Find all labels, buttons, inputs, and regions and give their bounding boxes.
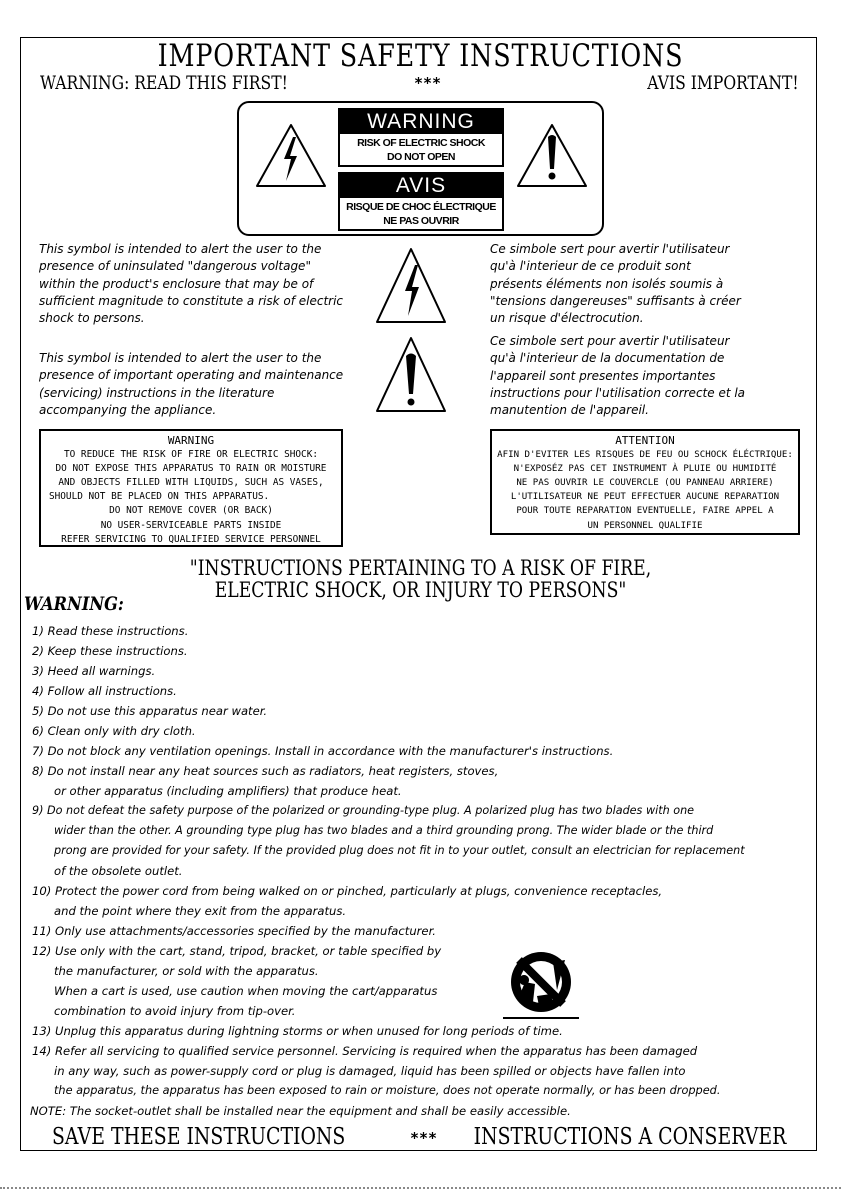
list-item-continuation: When a cart is used, use caution when moving the cart/apparatus (54, 984, 438, 998)
list-item-continuation: in any way, such as power-supply cord or plug is damaged, liquid has been spilled or objects have fallen into (54, 1064, 686, 1078)
cart-tipover-warning-icon (495, 948, 585, 1022)
exclamation-triangle-icon (516, 123, 588, 189)
voltage-symbol-explanation: This symbol is intended to alert the user to the presence of uninsulated "dangerous voltage" within the product's enclosure that may be of sufficient magnitude to constitute a risk of electric shock to persons. (39, 242, 344, 326)
list-item: 14) Refer all servicing to qualified service personnel. Servicing is required when the apparatus has been damaged (32, 1044, 698, 1058)
list-item: 6) Clean only with dry cloth. (32, 724, 196, 738)
list-item-continuation: wider than the other. A grounding type plug has two blades and a third grounding prong. The wider blade or the third (54, 824, 714, 837)
list-item: 8) Do not install near any heat sources such as radiators, heat registers, stoves, (32, 764, 499, 778)
list-item: 12) Use only with the cart, stand, tripod, bracket, or table specified by (32, 944, 442, 958)
list-item: 5) Do not use this apparatus near water. (32, 704, 268, 718)
list-item: 4) Follow all instructions. (32, 684, 177, 698)
list-item: 9) Do not defeat the safety purpose of the polarized or grounding-type plug. A polarized plug has two blades with one (32, 804, 695, 817)
warning-label-panel (237, 101, 604, 236)
read-first-subtitle: WARNING: READ THIS FIRST! (40, 72, 288, 94)
instructions-list (32, 621, 745, 1121)
lightning-triangle-icon (255, 123, 327, 189)
warning-plate-heading: WARNING (367, 110, 475, 133)
attention-box-heading: ATTENTION (615, 434, 675, 447)
instructions-symbol-explanation: This symbol is intended to alert the user to the presence of important operating and maintenance (servicing) instructions in the literature accompanying the appliance. (39, 351, 344, 417)
french-voltage-symbol-explanation: Ce simbole sert pour avertir l'utilisateur qu'à l'interieur de ce produit sont présents éléments non isolés soumis à "tensions dangereuses" suffisants à créer un risque d'électrocution. (490, 242, 741, 326)
list-item-continuation: of the obsolete outlet. (54, 864, 183, 878)
list-item-continuation: combination to avoid injury from tip-over. (54, 1004, 296, 1018)
list-item: 13) Unplug this apparatus during lightning storms or when unused for long periods of time. (32, 1024, 563, 1038)
fire-risk-title-line1: "INSTRUCTIONS PERTAINING TO A RISK OF FIRE, (189, 556, 652, 580)
list-item-continuation: the manufacturer, or sold with the apparatus. (54, 964, 319, 978)
header-separator: *** (414, 74, 442, 92)
warning-plate-line: RISK OF ELECTRIC SHOCK (357, 137, 485, 149)
fire-risk-title-line2: ELECTRIC SHOCK, OR INJURY TO PERSONS" (214, 578, 627, 602)
warning-plate (338, 108, 504, 167)
list-item-continuation: and the point where they exit from the apparatus. (54, 904, 347, 918)
save-instructions-footer: SAVE THESE INSTRUCTIONS (52, 1124, 346, 1150)
list-item: 2) Keep these instructions. (32, 644, 188, 658)
page-title: IMPORTANT SAFETY INSTRUCTIONS (157, 38, 684, 74)
warning-box: WARNING TO REDUCE THE RISK OF FIRE OR ELECTRIC SHOCK: DO NOT EXPOSE THIS APPARATUS TO RAIN OR MOISTURE AND OBJECTS FILLED WITH LIQUIDS, SUCH AS VASES, SHOULD NOT BE PLACED ON THIS APPARATUS. DO NOT REMOVE COVER (OR BACK) NO USER-SERVICEABLE PARTS INSIDE REFER SERVICING TO QUALIFIED SERVICE PERSONNEL (39, 429, 343, 547)
exclamation-triangle-icon (375, 336, 447, 414)
warning-plate-line: DO NOT OPEN (386, 151, 455, 163)
avis-plate-line: RISQUE DE CHOC ÉLECTRIQUE (346, 201, 496, 213)
list-item-continuation: prong are provided for your safety. If the provided plug does not fit in to your outlet, consult an electrician for replacement (54, 844, 745, 857)
note: NOTE: The socket-outlet shall be installed near the equipment and shall be easily accessible. (30, 1104, 571, 1118)
list-item: 3) Heed all warnings. (32, 664, 156, 678)
warning-box-heading: WARNING (167, 434, 215, 447)
conserver-instructions-footer: INSTRUCTIONS A CONSERVER (473, 1124, 786, 1150)
avis-plate-line: NE PAS OUVRIR (383, 215, 459, 227)
list-item: 7) Do not block any ventilation openings. Install in accordance with the manufacturer's instructions. (32, 744, 614, 758)
french-instructions-symbol-explanation: Ce simbole sert pour avertir l'utilisateur qu'à l'interieur de la documentation de l'appareil sont presentes importantes instructions pour l'utilisation correcte et la manutention de l'appareil. (490, 334, 746, 418)
list-item-continuation: or other apparatus (including amplifiers) that produce heat. (54, 784, 402, 798)
avis-important-subtitle: AVIS IMPORTANT! (647, 72, 799, 94)
warning-label: WARNING: (24, 593, 124, 615)
page-edge-divider (0, 1187, 841, 1189)
list-item: 11) Only use attachments/accessories specified by the manufacturer. (32, 924, 436, 938)
lightning-triangle-icon (375, 247, 447, 325)
footer-separator: *** (410, 1129, 438, 1147)
list-item: 10) Protect the power cord from being walked on or pinched, particularly at plugs, convenience receptacles, (32, 884, 663, 898)
avis-plate (338, 172, 504, 231)
attention-box: ATTENTION AFIN D'EVITER LES RISQUES DE FEU OU SCHOCK ÉLÉCTRIQUE: N'EXPOSÉZ PAS CET INSTRUMENT À PLUIE OU HUMIDITÉ NE PAS OUVRIR LE COUVERCLE (OU PANNEAU ARRIERE) L'UTILISATEUR NE PEUT EFFECTUER AUCUNE REPARATION POUR TOUTE REPARATION EVENTUELLE, FAIRE APPEL A UN PERSONNEL QUALIFIE (490, 429, 800, 535)
avis-plate-heading: AVIS (395, 174, 447, 197)
list-item: 1) Read these instructions. (32, 624, 189, 638)
list-item-continuation: the apparatus, the apparatus has been exposed to rain or moisture, does not operate normally, or has been dropped. (54, 1084, 721, 1097)
